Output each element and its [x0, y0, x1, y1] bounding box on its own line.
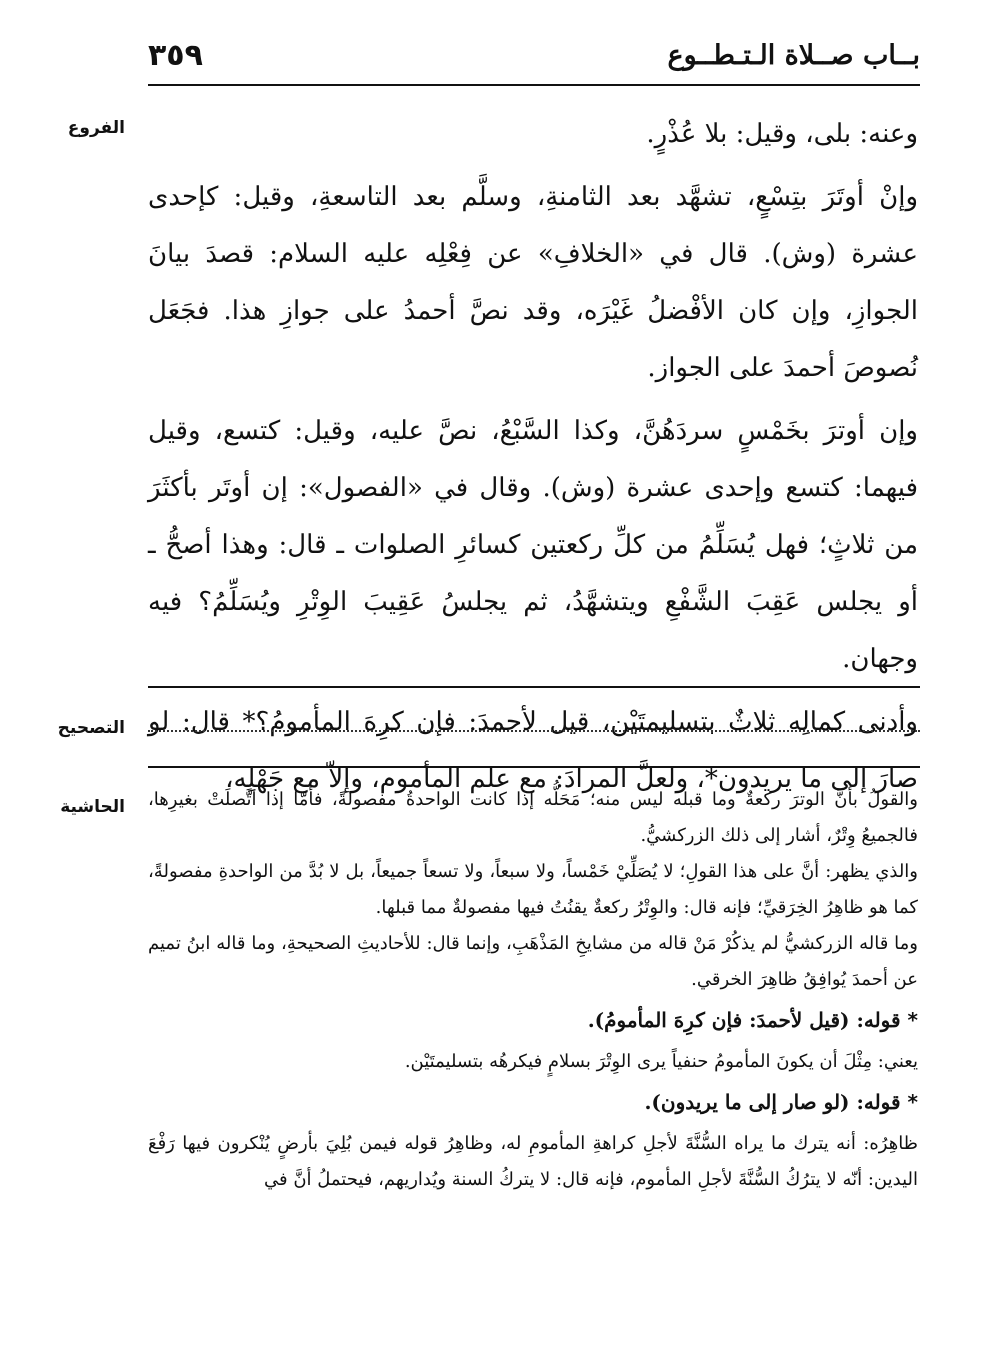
note-paragraph: ظاهِرُه: أنه يترك ما يراه السُّنَّةَ لأجلِ كراهةِ المأمومِ له، وظاهِرُ قوله فيمن بُلِيَ بأرضٍ يُنْكرون فيها رَفْعَ اليدين: أنّه لا يترُكُ السُّنَّةَ لأجلِ المأموم، فإنه قال: لا يتركُ السنة ويُداريهم، فيحتملُ أنَّ في: [148, 1133, 918, 1190]
page-number: ٣٥٩: [148, 38, 203, 73]
margin-label-furu: الفروع: [67, 118, 125, 138]
note-heading-text: قوله: (قيل لأحمدَ: فإن كرِهَ المأمومُ).: [587, 1008, 901, 1032]
main-divider: [148, 686, 920, 688]
margin-label-tashih: التصحيح: [57, 718, 125, 738]
notes-divider: [148, 766, 920, 768]
main-paragraph: وأدنى كمالِه ثلاثٌ بتسليمتَيْن، قيل لأحمدَ: فإن كرِهَ المأمومُ؟* قال: لو صارَ إلى ما يريدون*، ولعلَّ المرادَ: مع علم المأموم، وإلاّ مع جَهْلِه،: [148, 707, 918, 794]
note-paragraph: وما قاله الزركشيُّ لم يذكُرْ مَنْ قاله من مشايخِ المَذْهَبِ، وإنما قال: للأحاديثِ الصحيحةِ، وما قاله ابنُ تميم عن أحمدَ يُوافِقُ ظاهِرَ الخرقي.: [148, 933, 918, 990]
main-paragraph: وإن أوترَ بخَمْسٍ سردَهُنَّ، وكذا السَّبْعُ، نصَّ عليه، وقيل: كتسع، وقيل فيهما: كتسع وإحدى عشرة (وش). وقال في «الفصول»: إن أوتَر بأكثَرَ من ثلاثٍ؛ فهل يُسَلِّمُ من كلِّ ركعتين كسائرِ الصلوات ـ قال: وهذا أصحُّ ـ أو يجلس عَقِبَ الشَّفْعِ ويتشهَّدُ، ثم يجلسُ عَقِيبَ الوِتْرِ ويُسَلِّمُ؟ فيه وجهان.: [148, 416, 918, 674]
note-paragraph: يعني: مِثْلَ أن يكونَ المأمومُ حنفياً يرى الوِتْرَ بسلامٍ فيكرهُه بتسليمتَيْن.: [404, 1051, 918, 1072]
main-text: [148, 106, 918, 808]
asterisk-marker: *: [907, 1090, 918, 1114]
running-title: بــاب صــلاة الـتـطــوع: [667, 40, 920, 71]
margin-label-hashiya: الحاشية: [60, 797, 125, 817]
footnotes: [148, 782, 918, 1198]
main-paragraph: وإنْ أوتَرَ بتِسْعٍ، تشهَّد بعد الثامنةِ، وسلَّم بعد التاسعةِ، وقيل: كإحدى عشرة (وش). قال في «الخلافِ» عن فِعْلِه عليه السلام: قصدَ بيانَ الجوازِ، وإن كان الأفْضلُ غَيْرَه، وقد نصَّ أحمدُ على جوازِ هذا. فجَعَل نُصوصَ أحمدَ على الجواز.: [148, 182, 918, 383]
asterisk-marker: *: [907, 1008, 918, 1032]
main-paragraph: وعنه: بلى، وقيل: بلا عُذْرٍ.: [646, 119, 918, 149]
note-heading-text: قوله: (لو صار إلى ما يريدون).: [644, 1090, 901, 1114]
page-header: [148, 38, 920, 86]
note-heading: [148, 1084, 918, 1120]
note-paragraph: والقولُ بأنَّ الوترَ ركعةٌ وما قبله ليس منه؛ مَحَلُّه إذا كانت الواحدةُ مفصولةً، فأمّا إذا اتَّصلَتْ بغيرِها، فالجميعُ وِتْرٌ، أشار إلى ذلك الزركشيُّ.: [148, 789, 918, 846]
correction-dotted-line: [148, 730, 920, 732]
note-heading: [148, 1002, 918, 1038]
note-paragraph: والذي يظهر: أنَّ على هذا القولِ؛ لا يُصَلِّيْ خَمْساً، ولا سبعاً، ولا تسعاً جميعاً، بل لا بُدَّ من الواحدةِ مفصولةً، كما هو ظاهِرُ الخِرَقيِّ؛ فإنه قال: والوِتْرُ ركعةٌ يقنُتُ فيها مفصولةٌ مما قبلها.: [148, 861, 918, 918]
